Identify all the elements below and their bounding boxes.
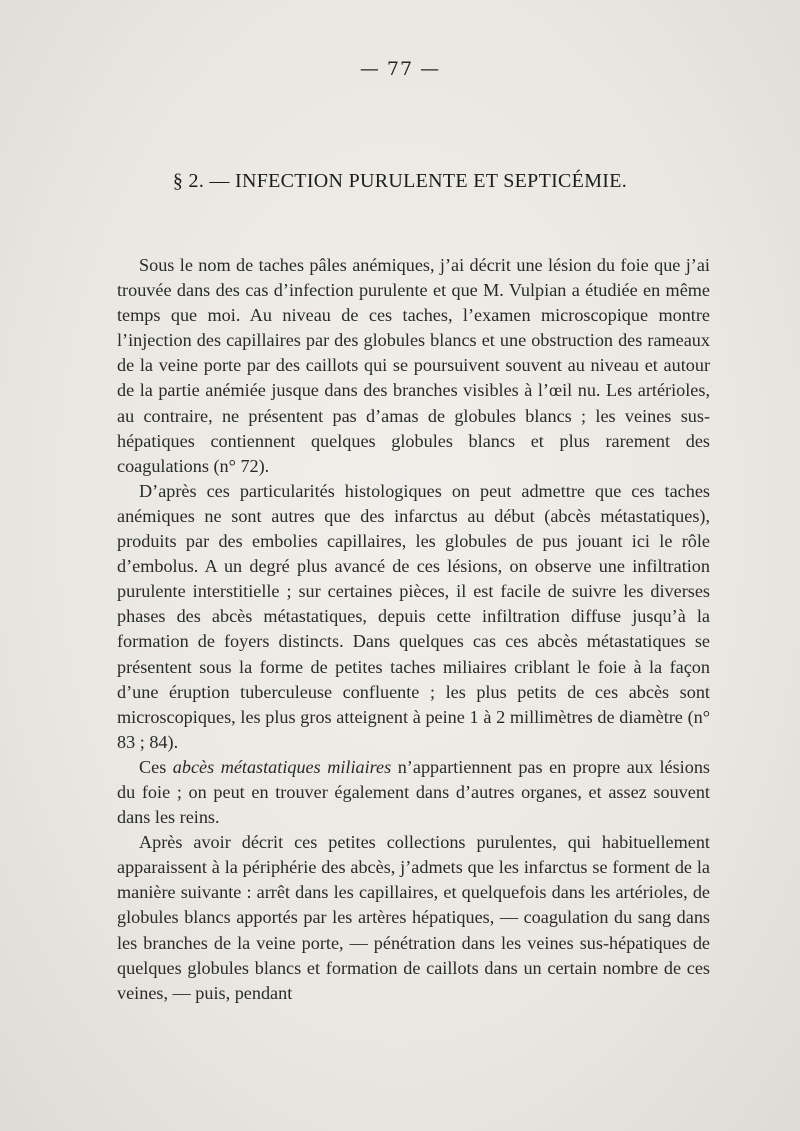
section-heading: § 2. — INFECTION PURULENTE ET SEPTICÉMIE. [172, 170, 628, 192]
paragraph-3-end: n’appartiennent pas en propre aux lésions du foie ; on peut en trouver également dans d’autres organes, et assez souvent dans les reins. [117, 756, 710, 828]
paragraph-2: D’après ces particularités histologiques on peut admettre que ces taches anémiques ne sont autres que des infarctus au début (abcès métastatiques), produits par des embolies capillaires, les globules de pus jouant ici le rôle d’embolus. A un degré plus avancé de ces lésions, on observe une infiltration purulente interstitielle ; sur certaines pièces, il est facile de suivre les diverses phases des abcès métastatiques, depuis cette infiltration diffuse jusqu’à la formation de foyers distincts. Dans quelques cas ces abcès métastatiques se présentent sous la forme de petites taches miliaires criblant le foie à la façon d’une éruption tuberculeuse confluente ; les plus petits de ces abcès sont microscopiques, les plus gros atteignent à peine 1 à 2 millimètres de diamètre (n° 83 ; 84). [117, 480, 710, 752]
paragraph-3 [117, 755, 710, 830]
page-number: — 77 — [359, 58, 441, 80]
body-text [117, 253, 710, 1006]
italic-term: abcès métastatiques miliaires [172, 756, 392, 777]
paragraph-1: Sous le nom de taches pâles anémiques, j’ai décrit une lésion du foie que j’ai trouvée dans des cas d’infection purulente et que M. Vulpian a étudiée en même temps que moi. Au niveau de ces taches, l’examen microscopique montre l’injection des capillaires par des globules blancs et une obstruction des rameaux de la veine porte par des caillots qui se poursuivent souvent au niveau et autour de la partie anémiée jusque dans des branches visibles à l’œil nu. Les artérioles, au contraire, ne présentent pas d’amas de globules blancs ; les veines sus-hépatiques contiennent quelques globules blancs et plus rarement des coagulations (n° 72). [117, 255, 710, 476]
paragraph-3-start: Ces [139, 756, 173, 777]
paragraph-4: Après avoir décrit ces petites collections purulentes, qui habituellement apparaissent à la périphérie des abcès, j’admets que les infarctus se forment de la manière suivante : arrêt dans les capillaires, et quelquefois dans les artérioles, de globules blancs apportés par les artères hépatiques, — coagulation du sang dans les branches de la veine porte, — pénétration dans les veines sus-hépatiques de quelques globules blancs et formation de caillots dans un certain nombre de ces veines, — puis, pendant [117, 832, 710, 1003]
